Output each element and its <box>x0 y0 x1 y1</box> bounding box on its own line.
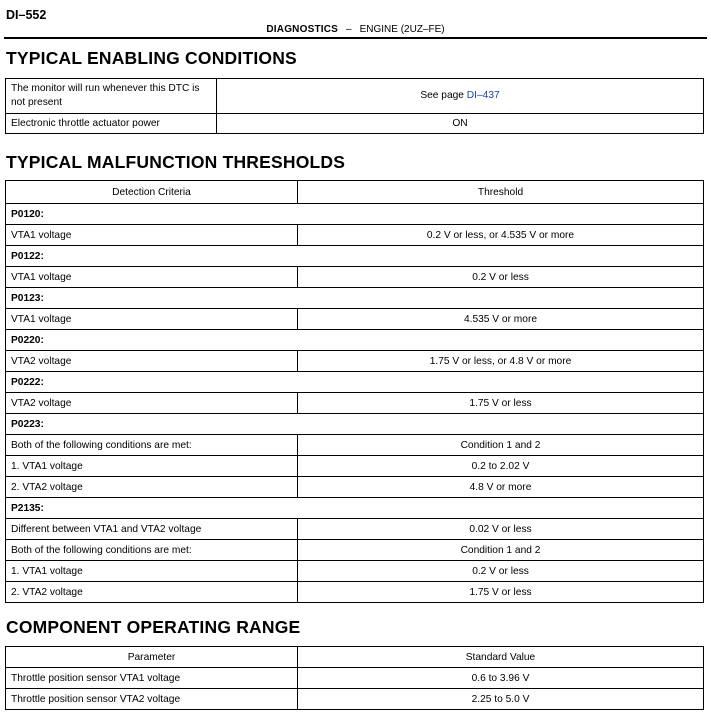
criteria-cell: VTA1 voltage <box>6 267 298 288</box>
table-header-row <box>6 647 704 668</box>
criteria-cell: 2. VTA2 voltage <box>6 477 298 498</box>
dtc-code: P2135: <box>6 498 704 519</box>
dtc-code-row <box>6 288 704 309</box>
dtc-code: P0220: <box>6 330 704 351</box>
page-reference-link[interactable]: DI–437 <box>466 89 500 101</box>
table-header-row <box>6 181 704 204</box>
criteria-cell: VTA2 voltage <box>6 393 298 414</box>
threshold-cell: 0.2 to 2.02 V <box>298 456 704 477</box>
header-separator: – <box>346 24 352 35</box>
table-row <box>6 114 704 134</box>
criteria-cell: VTA1 voltage <box>6 309 298 330</box>
table-row <box>6 267 704 288</box>
header-rule <box>4 37 707 39</box>
page-id: DI–552 <box>6 8 47 22</box>
dtc-code-row <box>6 246 704 267</box>
threshold-cell: 4.535 V or more <box>298 309 704 330</box>
table-row <box>6 519 704 540</box>
parameter-cell: Throttle position sensor VTA2 voltage <box>6 689 298 710</box>
criteria-cell: 2. VTA2 voltage <box>6 582 298 603</box>
table-row <box>6 351 704 372</box>
dtc-code: P0223: <box>6 414 704 435</box>
see-page-text: See page <box>420 89 467 101</box>
dtc-code-row <box>6 498 704 519</box>
table-row <box>6 456 704 477</box>
column-header-criteria: Detection Criteria <box>6 181 298 204</box>
table-row <box>6 668 704 689</box>
criteria-cell: 1. VTA1 voltage <box>6 456 298 477</box>
column-header-standard-value: Standard Value <box>298 647 704 668</box>
criteria-cell: Different between VTA1 and VTA2 voltage <box>6 519 298 540</box>
dtc-code-row <box>6 414 704 435</box>
table-row <box>6 540 704 561</box>
criteria-cell: 1. VTA1 voltage <box>6 561 298 582</box>
dtc-code: P0222: <box>6 372 704 393</box>
dtc-code-row <box>6 372 704 393</box>
enabling-conditions-heading: TYPICAL ENABLING CONDITIONS <box>6 48 297 68</box>
standard-value-cell: 2.25 to 5.0 V <box>298 689 704 710</box>
threshold-cell: 1.75 V or less, or 4.8 V or more <box>298 351 704 372</box>
threshold-cell: Condition 1 and 2 <box>298 540 704 561</box>
criteria-cell: Both of the following conditions are met: <box>6 435 298 456</box>
column-header-parameter: Parameter <box>6 647 298 668</box>
enabling-label: The monitor will run whenever this DTC is not present <box>6 79 217 114</box>
malfunction-thresholds-heading: TYPICAL MALFUNCTION THRESHOLDS <box>6 152 346 172</box>
threshold-cell: 0.2 V or less <box>298 561 704 582</box>
threshold-cell: 1.75 V or less <box>298 393 704 414</box>
threshold-cell: 1.75 V or less <box>298 582 704 603</box>
table-row <box>6 477 704 498</box>
criteria-cell: VTA2 voltage <box>6 351 298 372</box>
column-header-threshold: Threshold <box>298 181 704 204</box>
table-row <box>6 561 704 582</box>
criteria-cell: VTA1 voltage <box>6 225 298 246</box>
running-header <box>0 24 711 35</box>
malfunction-thresholds-table <box>5 180 704 603</box>
table-row <box>6 393 704 414</box>
threshold-cell: 4.8 V or more <box>298 477 704 498</box>
standard-value-cell: 0.6 to 3.96 V <box>298 668 704 689</box>
table-row <box>6 689 704 710</box>
table-row <box>6 79 704 114</box>
threshold-cell: 0.02 V or less <box>298 519 704 540</box>
subsection-title: ENGINE (2UZ–FE) <box>359 24 445 35</box>
enabling-value <box>217 79 704 114</box>
enabling-value: ON <box>217 114 704 134</box>
threshold-cell: 0.2 V or less <box>298 267 704 288</box>
threshold-cell: 0.2 V or less, or 4.535 V or more <box>298 225 704 246</box>
dtc-code: P0122: <box>6 246 704 267</box>
operating-range-table <box>5 646 704 710</box>
enabling-label: Electronic throttle actuator power <box>6 114 217 134</box>
table-row <box>6 435 704 456</box>
table-row <box>6 225 704 246</box>
criteria-cell: Both of the following conditions are met: <box>6 540 298 561</box>
enabling-conditions-table <box>5 78 704 134</box>
dtc-code: P0120: <box>6 204 704 225</box>
table-row <box>6 309 704 330</box>
dtc-code-row <box>6 330 704 351</box>
dtc-code: P0123: <box>6 288 704 309</box>
parameter-cell: Throttle position sensor VTA1 voltage <box>6 668 298 689</box>
table-row <box>6 582 704 603</box>
operating-range-heading: COMPONENT OPERATING RANGE <box>6 617 301 637</box>
section-title: DIAGNOSTICS <box>266 24 339 35</box>
threshold-cell: Condition 1 and 2 <box>298 435 704 456</box>
dtc-code-row <box>6 204 704 225</box>
